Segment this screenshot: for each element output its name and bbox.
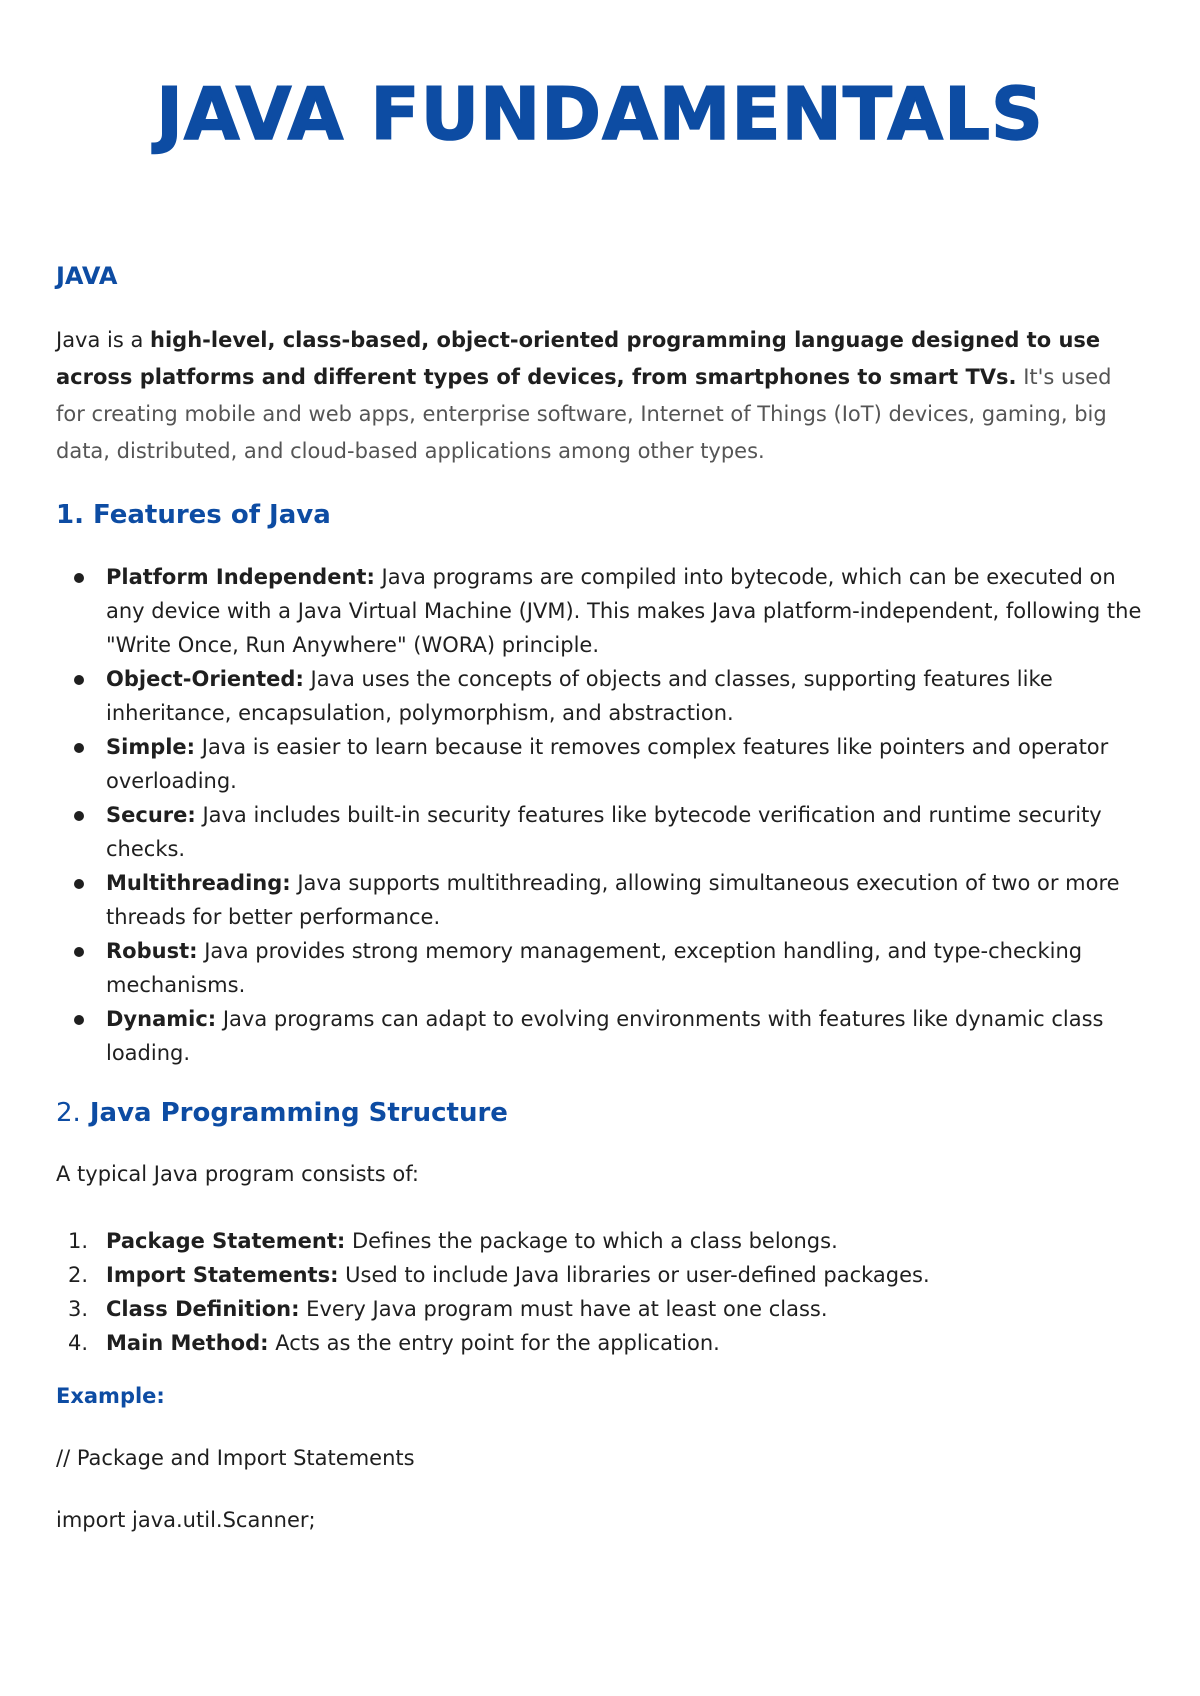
page-title: JAVA FUNDAMENTALS xyxy=(156,72,1044,156)
intro-rest-text: It's used for creating mobile and web apps, enterprise software, Internet of Things (IoT) devices, gaming, big data, distributed, and cloud-based applications among other types. xyxy=(56,365,1112,463)
features-heading: 1. Features of Java xyxy=(56,500,331,530)
structure-heading-text: Java Programming Structure xyxy=(80,1098,508,1128)
step-text: Acts as the entry point for the application. xyxy=(268,1331,720,1355)
feature-term: Robust: xyxy=(106,939,198,963)
bullet-icon xyxy=(74,811,84,821)
bullet-icon xyxy=(74,743,84,753)
feature-text: Java supports multithreading, allowing simultaneous execution of two or more threads for better performance. xyxy=(106,871,1120,929)
feature-text: Java includes built-in security features like bytecode verification and runtime security checks. xyxy=(106,803,1102,861)
step-text: Used to include Java libraries or user-defined packages. xyxy=(338,1263,930,1287)
structure-heading xyxy=(56,1098,508,1128)
step-number: 4. xyxy=(68,1331,89,1355)
feature-text: Java uses the concepts of objects and classes, supporting features like inheritance, encapsulation, polymorphism, and abstraction. xyxy=(106,667,1053,725)
step-item-main-method xyxy=(56,1326,1146,1360)
step-number: 2. xyxy=(68,1263,89,1287)
feature-item-object-oriented xyxy=(56,662,1146,730)
feature-term: Simple: xyxy=(106,735,196,759)
feature-text: Java programs are compiled into bytecode, which can be executed on any device with a Java Virtual Machine (JVM). This makes Java platform-independent, following the "Write Once, Run Anywhere" (WORA) principle. xyxy=(106,565,1142,657)
features-list xyxy=(56,560,1146,1070)
feature-text: Java is easier to learn because it removes complex features like pointers and operator overloading. xyxy=(106,735,1109,793)
structure-intro-text: A typical Java program consists of: xyxy=(56,1162,419,1186)
feature-item-robust xyxy=(56,934,1146,1002)
example-label: Example: xyxy=(56,1384,165,1408)
java-intro-paragraph xyxy=(56,322,1146,470)
bullet-icon xyxy=(74,675,84,685)
feature-text: Java programs can adapt to evolving environments with features like dynamic class loading. xyxy=(106,1007,1104,1065)
step-text: Every Java program must have at least one class. xyxy=(299,1297,828,1321)
step-number: 3. xyxy=(68,1297,89,1321)
bullet-icon xyxy=(74,879,84,889)
feature-term: Secure: xyxy=(106,803,196,827)
code-import-line: import java.util.Scanner; xyxy=(56,1508,316,1532)
step-term: Import Statements: xyxy=(106,1263,339,1287)
bullet-icon xyxy=(74,947,84,957)
structure-heading-number: 2. xyxy=(56,1098,81,1128)
feature-term: Multithreading: xyxy=(106,871,291,895)
step-item-class xyxy=(56,1292,1146,1326)
feature-item-platform-independent xyxy=(56,560,1146,662)
feature-term: Platform Independent: xyxy=(106,565,375,589)
feature-item-simple xyxy=(56,730,1146,798)
feature-term: Dynamic: xyxy=(106,1007,217,1031)
step-item-import xyxy=(56,1258,1146,1292)
step-term: Main Method: xyxy=(106,1331,269,1355)
feature-item-multithreading xyxy=(56,866,1146,934)
intro-lead-text: Java is a xyxy=(56,328,151,352)
step-item-package xyxy=(56,1224,1146,1258)
intro-bold-text: high-level, class-based, object-oriented programming language designed to use across platforms and different types of devices, from smartphones to smart TVs. xyxy=(56,328,1101,389)
java-heading: JAVA xyxy=(56,262,118,290)
feature-item-dynamic xyxy=(56,1002,1146,1070)
feature-text: Java provides strong memory management, exception handling, and type-checking mechanisms. xyxy=(106,939,1083,997)
step-text: Defines the package to which a class belongs. xyxy=(345,1229,838,1253)
feature-term: Object-Oriented: xyxy=(106,667,304,691)
bullet-icon xyxy=(74,1015,84,1025)
bullet-icon xyxy=(74,573,84,583)
step-number: 1. xyxy=(68,1229,89,1253)
feature-item-secure xyxy=(56,798,1146,866)
code-comment-line: // Package and Import Statements xyxy=(56,1446,415,1470)
structure-steps-list xyxy=(56,1224,1146,1360)
step-term: Class Definition: xyxy=(106,1297,300,1321)
step-term: Package Statement: xyxy=(106,1229,346,1253)
